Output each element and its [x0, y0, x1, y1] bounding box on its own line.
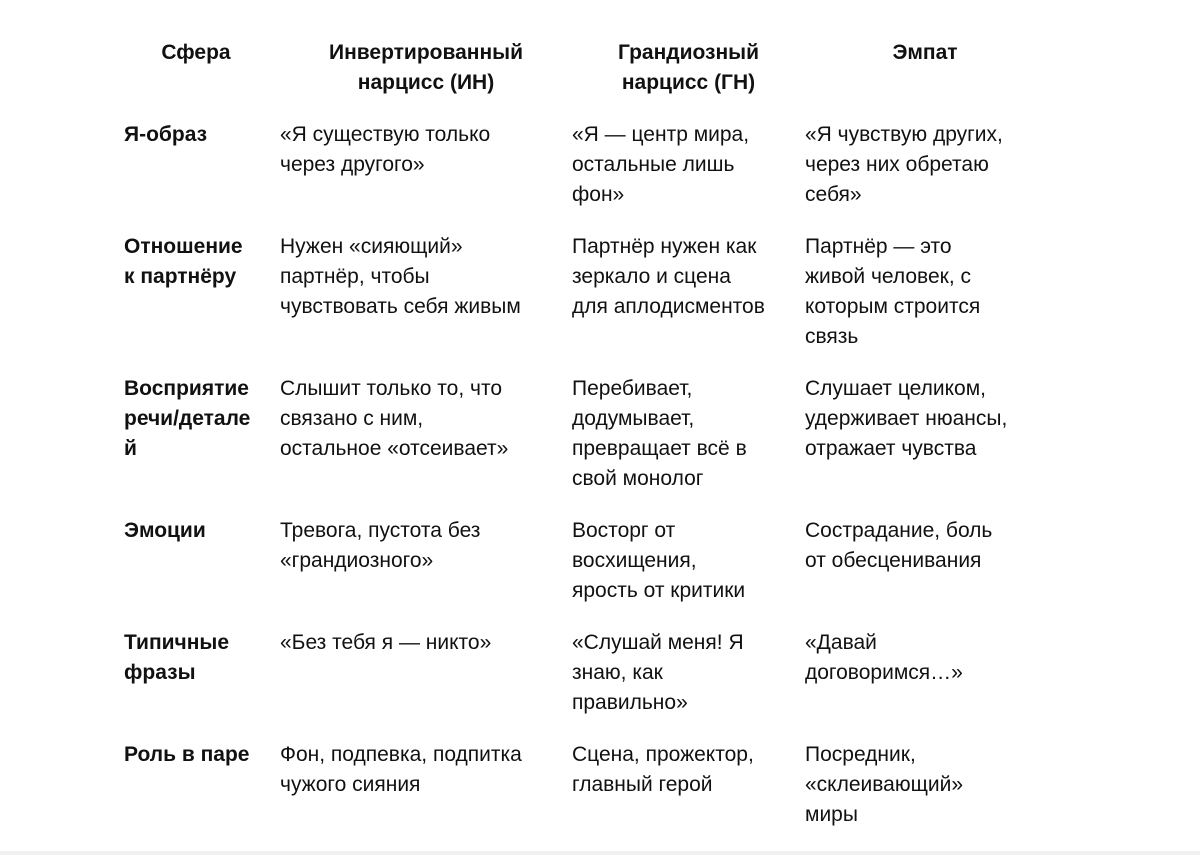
cell-grandiose-narcissist: «Слушай меня! Я знаю, как правильно» [572, 631, 744, 714]
row-sphere-label: Я-образ [124, 123, 208, 146]
cell-grandiose-narcissist: Сцена, прожектор, главный герой [572, 743, 754, 796]
cell-empath: Посредник, «склеивающий» миры [805, 743, 964, 826]
row-sphere-label: Эмоции [124, 519, 206, 542]
table-row [112, 516, 1045, 628]
cell-empath: Партнёр — это живой человек, с которым строится связь [805, 235, 981, 348]
row-sphere-label: Роль в паре [124, 743, 250, 766]
comparison-table [112, 26, 1045, 852]
cell-empath: «Я чувствую других, через них обретаю себя» [805, 123, 1003, 206]
cell-inverted-narcissist: Нужен «сияющий» партнёр, чтобы чувствовать себя живым [280, 235, 521, 318]
cell-empath: Слушает целиком, удерживает нюансы, отражает чувства [805, 377, 1008, 460]
header-inverted-narcissist: Инвертированный нарцисс (ИН) [328, 41, 523, 94]
cell-grandiose-narcissist: «Я — центр мира, остальные лишь фон» [572, 123, 750, 206]
cell-inverted-narcissist: Тревога, пустота без «грандиозного» [280, 519, 481, 572]
table-row [112, 374, 1045, 516]
header-grandiose-narcissist: Грандиозный нарцисс (ГН) [617, 41, 760, 94]
table-row [112, 232, 1045, 374]
bottom-divider [0, 851, 1200, 855]
cell-inverted-narcissist: Фон, подпевка, подпитка чужого сияния [280, 743, 522, 796]
cell-empath: Сострадание, боль от обесценивания [805, 519, 993, 572]
cell-grandiose-narcissist: Перебивает, додумывает, превращает всё в свой монолог [572, 377, 747, 490]
cell-inverted-narcissist: «Я существую только через другого» [280, 123, 491, 176]
row-sphere-label: Типичные фразы [124, 631, 230, 684]
header-empath: Эмпат [892, 41, 958, 64]
cell-empath: «Давай договоримся…» [805, 631, 963, 684]
header-sphere: Сфера [161, 41, 231, 64]
table-row [112, 120, 1045, 232]
cell-grandiose-narcissist: Партнёр нужен как зеркало и сцена для аплодисментов [572, 235, 765, 318]
table-row [112, 740, 1045, 852]
cell-grandiose-narcissist: Восторг от восхищения, ярость от критики [572, 519, 746, 602]
cell-inverted-narcissist: «Без тебя я — никто» [280, 631, 492, 654]
table-row [112, 628, 1045, 740]
cell-inverted-narcissist: Слышит только то, что связано с ним, остальное «отсеивает» [280, 377, 509, 460]
row-sphere-label: Отношение к партнёру [124, 235, 243, 288]
row-sphere-label: Восприятие речи/детале й [124, 377, 251, 460]
table-header-row [112, 26, 1045, 120]
